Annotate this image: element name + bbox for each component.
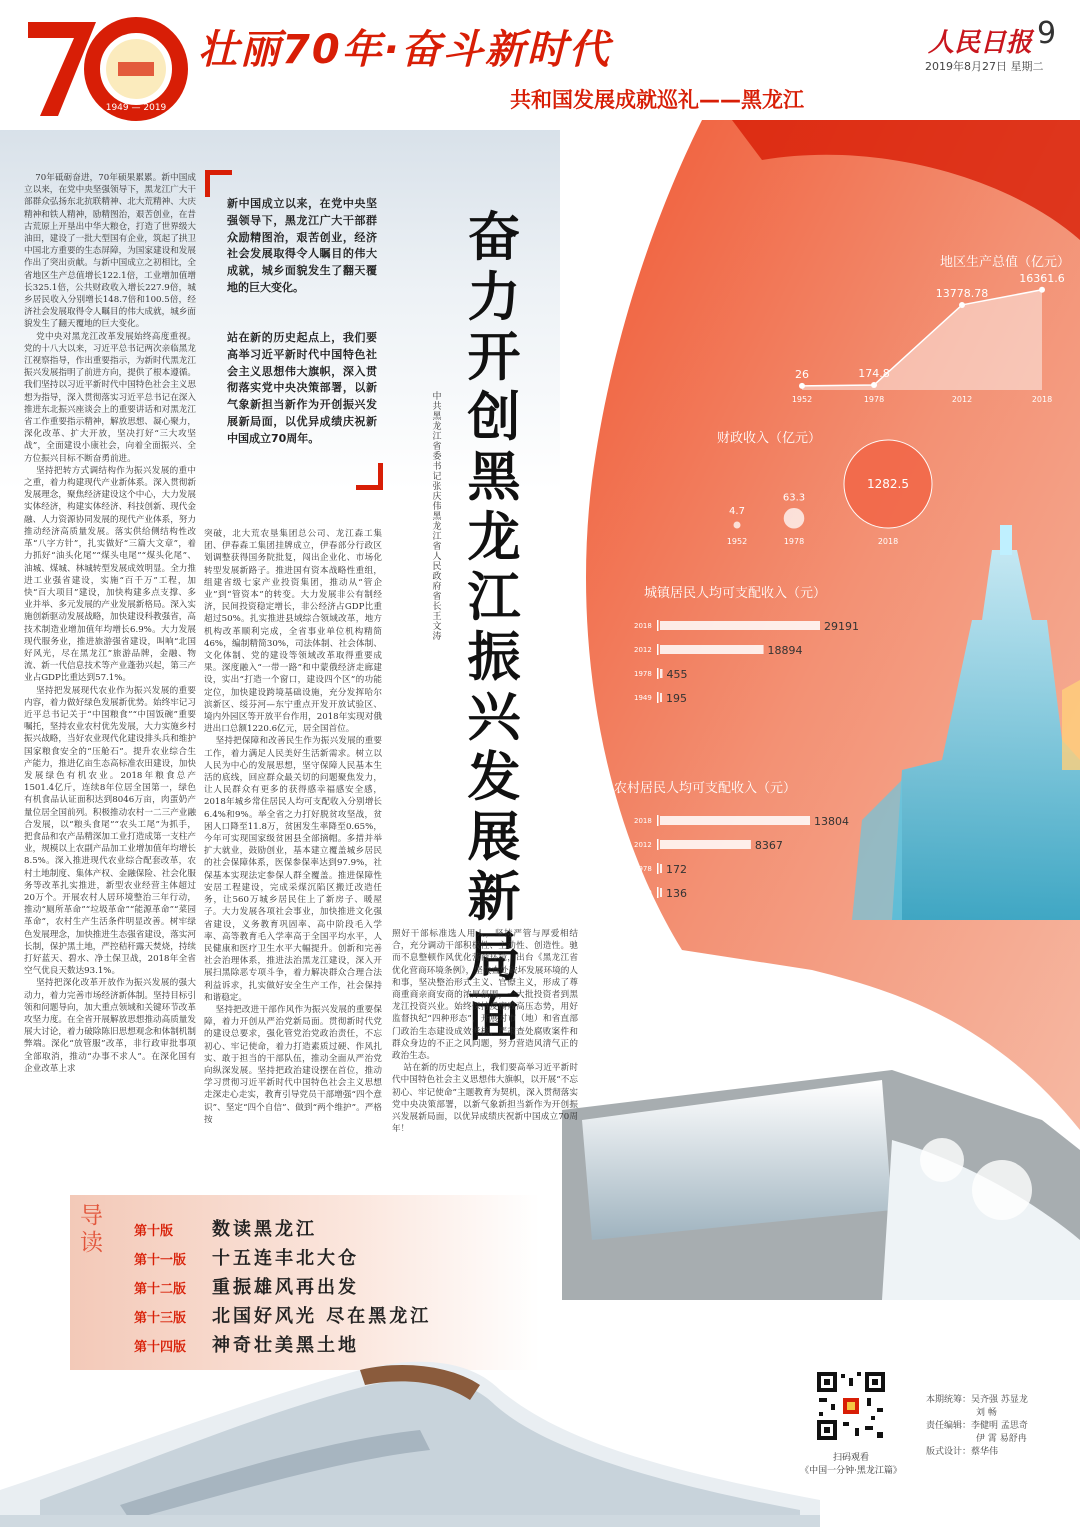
bar-axis-tick [657,839,659,850]
opera-house-illustration [0,1330,820,1527]
credit-line: 版式设计：蔡华伟 [926,1447,999,1457]
guide-item-title: 十五连丰北大仓 [212,1248,359,1269]
bar-category-label: 2018 [634,817,652,825]
income-bar [660,816,810,825]
credit-line: 伊 霄 易舒冉 [976,1434,1027,1444]
gdp-year-label: 1978 [863,395,885,404]
income-bar [660,621,820,630]
anniversary-70-logo [18,14,193,124]
gdp-value-label: 16361.6 [1019,271,1065,285]
qr-code[interactable] [815,1370,887,1442]
revenue-year-label: 1952 [726,537,748,546]
bar-axis-tick [657,668,659,679]
bar-value-label: 195 [666,692,687,705]
guide-item-page: 第十四版 [134,1340,187,1355]
headline-char: 兴 [467,687,521,748]
headline-char: 开 [467,327,521,388]
headline-char: 力 [467,267,521,328]
gdp-value-label: 174.8 [858,366,890,380]
gdp-value-label: 26 [795,367,809,381]
bar-category-label: 2012 [634,646,652,654]
headline-char: 局 [467,927,521,988]
guide-item[interactable] [134,1215,317,1243]
guide-item-page: 第十版 [134,1224,174,1239]
bar-value-label: 136 [666,887,687,900]
revenue-bubble [734,522,740,528]
gdp-value-label: 13778.78 [935,286,989,300]
bar-axis-tick [657,644,659,655]
article-headline [462,208,526,1048]
guide-item[interactable] [134,1244,359,1272]
gdp-point [799,383,805,389]
lead-paragraph-1: 新中国成立以来，在党中央坚强领导下，黑龙江广大干部群众励精图治，艰苦创业，经济社会发展取得令人瞩目的伟大成就，城乡面貌发生了翻天覆地的巨大变化。 [227,197,377,294]
income-bar [660,669,662,678]
income-bar [660,840,751,849]
bar-value-label: 172 [666,863,687,876]
page-number: 9 [1037,16,1057,51]
qr-caption-line-2: 《中国一分钟·黑龙江篇》 [800,1466,902,1476]
gdp-point [959,302,965,308]
infographic-svg [562,120,1080,1300]
income-bar [660,888,662,897]
guide-item-title: 神奇壮美黑土地 [212,1335,359,1356]
revenue-year-label: 1978 [783,537,805,546]
page-slogan: 壮丽70年·奋斗新时代 [198,27,611,73]
income-bar [660,864,662,873]
lead-paragraph-2: 站在新的历史起点上，我们要高举习近平新时代中国特色社会主义思想伟大旗帜，深入贯彻落实党中央决策部署，以新气象新担当新作为开创振兴发展新局面，以优异成绩庆祝新中国成立70周年。 [227,331,377,445]
headline-char: 龙 [467,507,521,568]
gdp-year-label: 1952 [791,395,813,404]
revenue-value-label: 63.3 [782,492,806,504]
guide-item-title: 重振雄风再出发 [212,1277,359,1298]
guide-item-page: 第十二版 [134,1282,187,1297]
bar-value-label: 18894 [767,644,803,657]
page-subtitle: 共和国发展成就巡礼——黑龙江 [510,88,804,112]
headline-char: 展 [467,807,521,868]
revenue-chart-title: 财政收入（亿元） [717,431,822,446]
guide-title: 导读 [80,1203,103,1256]
bar-value-label: 29191 [824,620,859,633]
body-column-1: 70年砥砺奋进，70年硕果累累。新中国成立以来，在党中央坚强领导下，黑龙江广大干部群众弘扬东北抗联精神、北大荒精神、大庆精神和铁人精神，励精图治，艰苦创业，在昔古荒原上开垦出中华大粮仓，打造了世界级大油田，建设了一批大型国有企业，筑起了拱卫中国北方重要的生态屏障，为国家建设和发展作出了突出贡献。与新中国成立之初相比，全省地区生产总值增长122.1倍，工业增加值增长325.1倍，公共财政收入增长227.9倍，城乡居民收入分别增长148.7倍和100.5倍，经济社会发展取得令人瞩目的伟大成就，城乡面貌发生了翻天覆地的巨大变化。 党中央对黑龙江改革发展始终高度重视。党的十八大以来，习近平总书记两次亲临黑龙江视察指导，作出重要指示，为新时代黑龙江振兴发展指明了前进方向，提供了根本遵循。我们坚持以习近平新时代中国特色社会主义思想为指导，深入贯彻落实习近平总书记在深入推进东北振兴座谈会上的重要讲话和对黑龙江省工作重要指示精神，解放思想、凝心聚力，深化改革、扩大开放，坚决打好“三大攻坚战”，全面建设小康社会，向着全面振兴、全方位振兴目标不断奋勇前进。 坚持把转方式调结构作为振兴发展的重中之重，着力构建现代产业新体系。深入贯彻新发展理念，聚焦经济建设这个中心，大力发展实体经济，构建实体经济、科技创新、现代金融、人力资源协同发展的现代产业体系，努力推动经济高质量发展。落实供给侧结构性改革“八字方针”，扎实做好“三篇大文章”，着力抓好“油头化尾”“煤头电尾”“煤头化尾”、油城、煤城、林城转型发展成效明显。全力推进工业强省建设，实施“百千万”工程，加快“百大项目”建设，加快构建多点支撑、多业并举、多元发展的产业发展新格局。深入实施创新驱动发展战略，加快建设科教强省，高技术制造业增加值年均增长6.9%。大力发展现代服务业，推进旅游强省建设，叫响“北国好风光，尽在黑龙江”旅游品牌，金融、物流、新一代信息技术等产业蓬勃兴起，第三产业占GDP比重达到57.1%。 坚持把发展现代农业作为振兴发展的重要内容，着力做好绿色发展新优势。始终牢记习近平总书记关于“中国粮食”“中国饭碗”重要嘱托，坚持农业农村优先发展，大力实施乡村振兴战略，当好农业现代化建设排头兵和维护国家粮食安全的“压舱石”。提升农业综合生产能力，推进亿亩生态高标准农田建设，加快发展绿色有机农业。2018年粮食总产1501.4亿斤，连续8年位居全国第一，绿色有机食品认证面积达到8046万亩，肉蛋奶产量位居全国前列。积极推动农村一二三产业融合发展，以“粮头食尾”“农头工尾”为抓手，把食品和农产品精深加工业打造成第一支柱产业，规模以上农副产品加工业增加值年均增长8.5%。深入推进现代农业综合配套改革，农村土地制度、集体产权、金融保险、社会化服务等改革扎实推进，新型农业经营主体超过20万个。开展农村人居环境整治三年行动，推动“厕所革命”“垃圾革命”“能源革命”“菜园革命”，农村生产生活条件明显改善。树牢绿色发展理念，加快推进生态强省建设，落实河长制，保护黑土地，严控秸秆露天焚烧，持续打好蓝天、碧水、净土保卫战，2018年全省空气优良天数达93.1%。 坚持把深化改革开放作为振兴发展的强大动力，着力完善市场经济新体制。坚持目标引领和问题导向，加大重点领域和关键环节改革攻坚力度。在全省开展解放思想推动高质量发展大讨论，着力破除陈旧思想观念和体制机制弊端。深化“放管服”改革，非行政审批事项全部取消，推动“办事不求人”。在深化国有企业改革上求 [24,173,196,1074]
income-bar [660,645,764,654]
headline-char: 江 [467,567,521,628]
guide-item-page: 第十一版 [134,1253,187,1268]
logo-years: 1949 — 2019 [105,103,167,113]
headline-char: 奋 [467,207,521,268]
bar-value-label: 8367 [754,839,783,852]
bar-axis-tick [657,863,659,874]
guide-item-title: 北国好风光 尽在黑龙江 [212,1306,432,1327]
qr-caption-line-1: 扫码观看 [832,1453,869,1463]
gdp-point [1039,287,1045,293]
revenue-year-label: 2018 [877,537,899,546]
editorial-credits [926,1394,1076,1459]
guide-item[interactable] [134,1273,359,1301]
gdp-year-label: 2018 [1031,395,1053,404]
bar-value-label: 455 [666,668,688,681]
credit-line: 责任编辑：李健明 孟思奇 [926,1421,1028,1431]
body-column-3: 照好干部标准选人用人，坚持严管与厚爱相结合，充分调动干部积极性、主动性、创造性。驰而不息整顿作风优化营商环境，出台《黑龙江省优化营商环境条例》，坚决查处破坏发展环境的人和事，坚决整治形式主义、官僚主义，形成了尊商重商亲商安商的浓厚氛围，一大批投资者到黑龙江投资兴业。始终保持反腐败高压态势，用好监督执纪“四种形态”，开展对市（地）和省直部门政治生态建设成效考核，严肃查处腐败案件和群众身边的不正之风问题，努力营造风清气正的政治生态。 站在新的历史起点上，我们要高举习近平新时代中国特色社会主义思想伟大旗帜，以开展“不忘初心、牢记使命”主题教育为契机，深入贯彻落实党中央决策部署，以新气象新担当新作为开创振兴发展新局面，以优异成绩庆祝新中国成立70周年！ [392,929,578,1135]
bar-category-label: 1978 [634,670,652,678]
gdp-point [871,382,877,388]
rural-income-chart-title: 农村居民人均可支配收入（元） [614,781,797,796]
dateline: 2019年8月27日 星期二 [925,60,1044,73]
headline-char: 振 [467,627,521,688]
qr-caption [784,1452,918,1478]
bar-category-label: 1949 [634,889,652,897]
bar-value-label: 13804 [814,815,849,828]
article-byline: 中共黑龙江省委书记 张庆伟 黑龙江省人民政府省长 王文涛 [432,392,442,642]
revenue-value-label: 4.7 [729,506,745,517]
bar-axis-tick [657,887,659,898]
bar-category-label: 1978 [634,865,652,873]
credit-line: 本期统筹：吴齐强 苏显龙 [926,1395,1028,1405]
bar-category-label: 2018 [634,622,652,630]
guide-item-page: 第十三版 [134,1311,187,1326]
bracket-bottom-right [356,463,383,490]
guide-item-title: 数读黑龙江 [212,1219,317,1240]
headline-char: 黑 [467,447,521,508]
bar-category-label: 2012 [634,841,652,849]
bar-category-label: 1949 [634,694,652,702]
gdp-year-label: 2012 [951,395,973,404]
body-column-2: 突破，北大荒农垦集团总公司、龙江森工集团、伊春森工集团挂牌成立，伊春部分行政区划调整获得国务院批复，闯出企业化、市场化转型发展新路子。推进国有资本战略性重组，组建省级七家产业投资集团，推动从“管企业”到“管资本”的转变。大力发展非公有制经济，民间投资稳定增长，非公经济占GDP比重超过50%。扎实推进县域综合领域改革，地方机构改革顺利完成，全省事业单位机构精简46%，编制精简30%，司法体制、社会体制、文化体制、党的建设等领域改革取得重要成果。深度融入“一带一路”和中蒙俄经济走廊建设，实出“打造一个窗口，建设四个区”的功能定位，加快建设跨境基础设施，充分发挥哈尔滨新区、绥芬河—东宁重点开发开放试验区、境内外园区等开放平台作用，2018年实现对俄进出口总额1220.6亿元，居全国首位。 坚持把保障和改善民生作为振兴发展的重要工作，着力满足人民美好生活新需求。树立以人民为中心的发展思想，坚守保障人民基本生活的底线，回应群众最关切的问题聚焦发力，让人民群众有更多的获得感幸福感安全感，2018年城乡常住居民人均可支配收入分别增长6.4%和9%。举全省之力打好脱贫攻坚战，贫困人口降至11.8万，贫困发生率降至0.65%，今年可实现国家级贫困县全部摘帽。多措并举扩大就业，鼓励创业，基本建立覆盖城乡居民的社会保障体系，医保参保率达到97.9%，社保基本实现法定参保人群全覆盖。推进保障性安居工程建设，完成采煤沉陷区搬迁改造任务，让560万城乡居民住上了新房子、暖屋子。大力发展各项社会事业，加快推进文化强省建设，义务教育巩固率、高中阶段毛入学率、高等教育毛入学率高于全国平均水平，人民健康和医疗卫生水平大幅提升。创新和完善社会治理体系，推进法治黑龙江建设，深入开展扫黑除恶专项斗争，着力解决群众合理合法利益诉求，扎实做好安全生产工作，社会保持和谐稳定。 坚持把改进干部作风作为振兴发展的重要保障，着力开创从严治党新局面。贯彻新时代党的建设总要求，强化管党治党政治责任，不忘初心、牢记使命，着力打造素质过硬、作风扎实、敢于担当的干部队伍，推动全面从严治党向纵深发展。坚持把政治建设摆在首位，推动学习贯彻习近平新时代中国特色社会主义思想走深走心走实，教育引导党员干部增强“四个意识”、坚定“四个自信”、做到“两个维护”。严格按 [204,529,382,1125]
bar-axis-tick [657,620,659,631]
headline-char: 新 [467,867,521,928]
gdp-chart-title: 地区生产总值（亿元） [940,255,1071,270]
headline-char: 面 [467,987,521,1048]
guide-item[interactable] [134,1302,431,1330]
income-bar [660,693,662,702]
waterfall-illustration [562,1070,1080,1300]
headline-char: 创 [467,387,521,448]
credit-line: 刘 畅 [976,1408,997,1418]
bar-axis-tick [657,815,659,826]
infographic-panel [562,120,1080,1300]
bracket-top-left [205,170,232,197]
revenue-value-label: 1282.5 [867,477,909,491]
lead-box [205,170,383,490]
headline-char: 发 [467,747,521,808]
bar-axis-tick [657,692,659,703]
urban-income-chart-title: 城镇居民人均可支配收入（元） [644,586,827,601]
newspaper-masthead: 人民日报 [928,28,1033,58]
revenue-bubble [784,508,804,528]
